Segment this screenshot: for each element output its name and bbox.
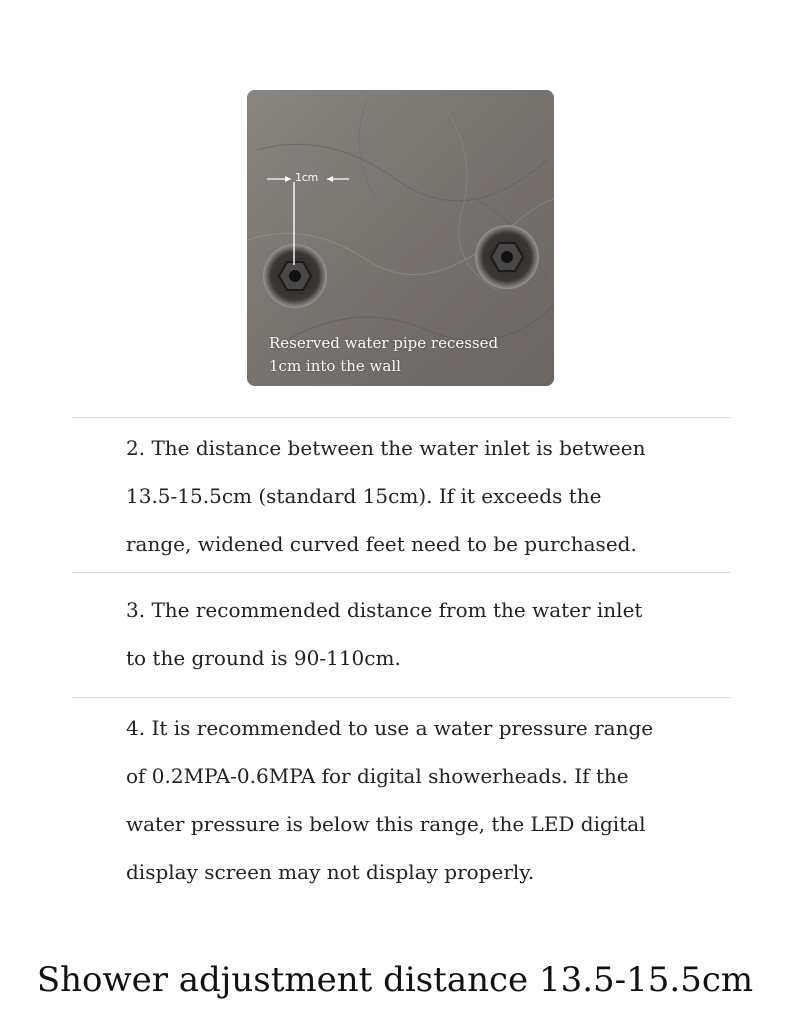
- divider: [72, 417, 730, 418]
- note-line: range, widened curved feet need to be purchased.: [126, 532, 637, 556]
- photo-caption: [269, 332, 498, 378]
- note-line: 4. It is recommended to use a water pressure range: [126, 716, 654, 740]
- divider: [72, 697, 730, 698]
- note-line: 3. The recommended distance from the water inlet: [126, 598, 643, 622]
- footer-title: Shower adjustment distance 13.5-15.5cm: [36, 960, 754, 1000]
- note-line: to the ground is 90-110cm.: [126, 646, 401, 670]
- photo-caption-line: 1cm into the wall: [269, 357, 401, 375]
- dimension-label: 1cm: [295, 171, 318, 184]
- note-line: of 0.2MPA-0.6MPA for digital showerheads. If the: [126, 764, 629, 788]
- note-water-pressure: [126, 704, 726, 896]
- note-line: 2. The distance between the water inlet is between: [126, 436, 646, 460]
- note-line: display screen may not display properly.: [126, 860, 535, 884]
- divider: [72, 572, 730, 573]
- note-line: 13.5-15.5cm (standard 15cm). If it exceeds the: [126, 484, 602, 508]
- note-line: water pressure is below this range, the LED digital: [126, 812, 646, 836]
- wall-photo: [247, 90, 554, 386]
- note-inlet-distance: [126, 424, 726, 568]
- photo-caption-line: Reserved water pipe recessed: [269, 334, 499, 352]
- note-ground-distance: [126, 586, 726, 682]
